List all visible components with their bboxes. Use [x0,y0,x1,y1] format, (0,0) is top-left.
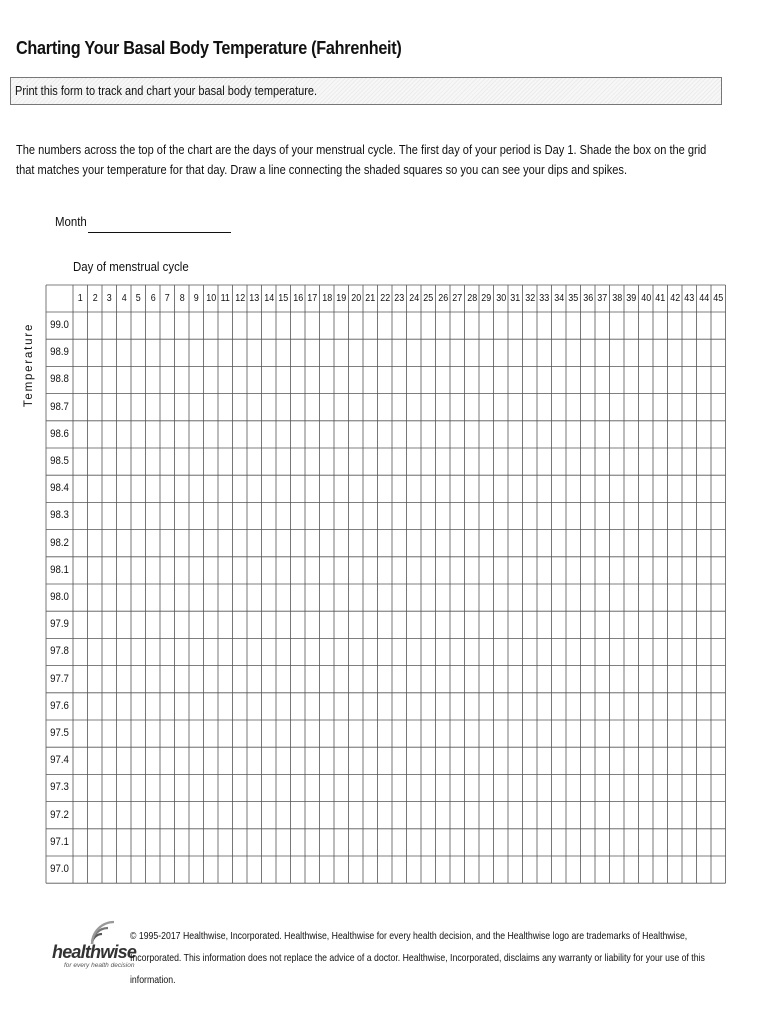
day-number: 24 [408,292,419,304]
day-number: 42 [669,292,680,304]
day-number: 27 [452,292,463,304]
temperature-row-label: 97.2 [50,808,69,821]
day-number: 3 [106,292,112,304]
temperature-row-label: 98.6 [50,427,69,440]
temperature-row-label: 98.7 [50,400,69,413]
temperature-row-label: 97.3 [50,781,69,794]
temperature-axis-label: Temperature [23,322,35,408]
day-number: 38 [611,292,622,304]
logo-tagline: for every health decision [64,962,135,969]
temperature-row-label: 97.8 [50,645,69,658]
day-number: 11 [220,292,230,304]
intro-paragraph [16,140,736,180]
day-number: 41 [655,292,666,304]
copyright-footer [130,925,730,991]
day-number: 17 [307,292,318,304]
temperature-row-label: 98.1 [50,563,69,576]
page-title: Charting Your Basal Body Temperature (Fahrenheit) [16,38,402,58]
day-number: 43 [684,292,695,304]
temperature-row-label: 97.9 [50,618,69,631]
temperature-chart-grid[interactable] [46,285,726,883]
temperature-row-label: 98.4 [50,482,69,495]
footer-line-2: Incorporated. This information does not replace the advice of a doctor. Healthwise, Incorporated, disclaims any warranty or liability for your use of this [130,952,705,964]
banner-text: Print this form to track and chart your basal body temperature. [15,84,318,98]
day-number: 1 [77,292,83,304]
intro-line-1: The numbers across the top of the chart are the days of your menstrual cycle. The first day of your period is Day 1. Shade the box on the grid [16,143,707,157]
month-input-line[interactable] [88,232,231,233]
temperature-row-label: 98.3 [50,509,69,522]
day-number: 21 [365,292,376,304]
day-number: 2 [92,292,98,304]
day-number: 44 [698,292,709,304]
temperature-row-label: 97.7 [50,672,69,685]
day-number: 29 [481,292,492,304]
grid-lines [46,285,726,883]
day-number: 6 [150,292,156,304]
day-number: 26 [437,292,448,304]
footer-line-3: information. [130,974,176,986]
temperature-row-label: 97.6 [50,699,69,712]
day-number: 28 [466,292,477,304]
day-number: 25 [423,292,434,304]
temperature-row-label: 97.5 [50,727,69,739]
temperature-row-label: 97.1 [50,835,69,848]
day-number: 15 [278,292,289,304]
day-number: 10 [205,292,216,304]
day-number: 8 [179,292,185,304]
intro-line-2: that matches your temperature for that day. Draw a line connecting the shaded squares so you can see your dips and spikes. [16,163,628,177]
day-number: 32 [524,292,535,304]
temperature-row-label: 98.9 [50,346,69,359]
day-number: 18 [321,292,332,304]
day-number: 12 [234,292,245,304]
healthwise-logo [52,918,137,978]
temperature-row-label: 98.2 [50,536,69,549]
day-number: 33 [539,292,550,304]
day-number: 45 [713,292,724,304]
temperature-row-label: 97.4 [50,754,69,767]
temperature-row-label: 99.0 [50,319,69,331]
day-number: 31 [510,292,521,304]
temperature-row-label: 97.0 [50,863,69,875]
temperature-row-label: 98.5 [50,455,69,467]
day-number: 19 [336,292,347,304]
day-number: 13 [249,292,260,304]
temperature-row-label: 98.0 [50,591,69,603]
footer-line-1: © 1995-2017 Healthwise, Incorporated. Healthwise, Healthwise for every health decision, and the Healthwise logo are trademarks of Healthwise, [130,930,688,942]
temperature-row-label: 98.8 [50,373,69,386]
day-number: 40 [640,292,651,304]
day-number: 36 [582,292,593,304]
day-number: 5 [135,292,141,304]
day-number: 7 [164,292,170,304]
day-number: 20 [350,292,361,304]
logo-brand: healthwise [52,942,137,962]
day-number: 14 [263,292,274,304]
day-number: 30 [495,292,506,304]
day-number: 9 [193,292,199,304]
day-number: 35 [568,292,579,304]
day-number: 37 [597,292,608,304]
day-number: 4 [121,292,127,304]
day-number: 23 [394,292,405,304]
day-number: 22 [379,292,390,304]
day-number: 34 [553,292,564,304]
day-number: 39 [626,292,637,304]
month-label: Month [55,214,87,229]
day-number: 16 [292,292,303,304]
instruction-banner [10,77,722,105]
day-axis-label: Day of menstrual cycle [73,259,189,274]
